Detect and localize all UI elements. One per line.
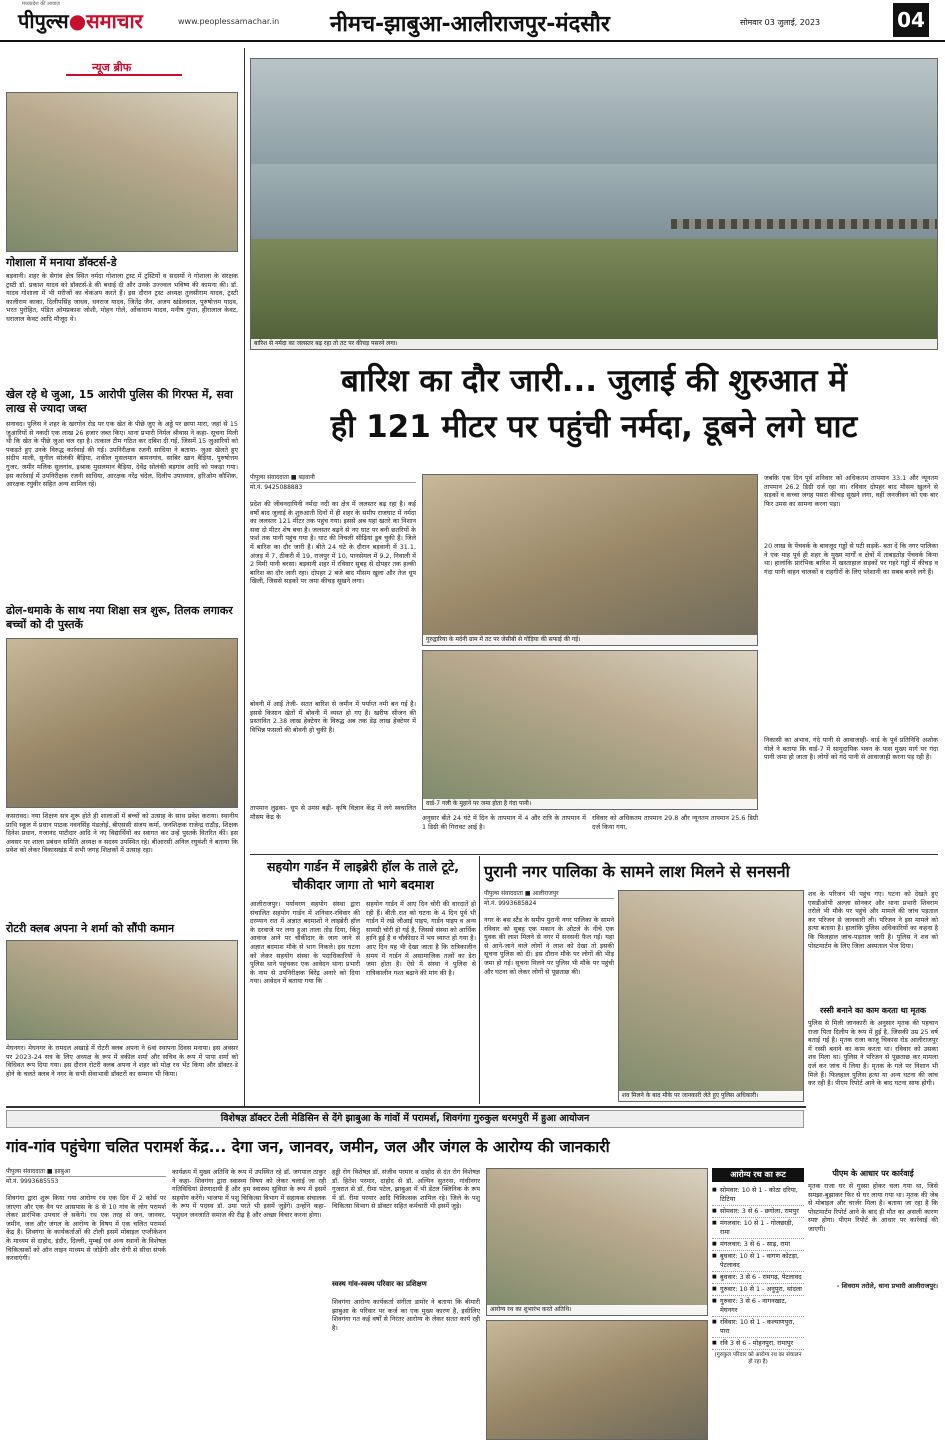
- body-byline-box: [484, 890, 614, 914]
- police-inspection-photo: [618, 890, 804, 1102]
- body-story-headline: पुरानी नगर पालिका के सामने लाश मिलने से सनसनी: [484, 862, 790, 881]
- health-byline: पीपुल्स संवाददाता ■ झाबुआ: [6, 1168, 166, 1177]
- lead-headline: [250, 358, 938, 468]
- body-col-2: [808, 890, 938, 1440]
- news-brief-label: न्यूज ब्रीफ: [92, 61, 132, 74]
- lead-byline: पीपुल्स संवाददाता ■ बड़वानी: [250, 474, 416, 483]
- body-photo-caption: शव मिलने के बाद मौके पर जानकारी लेते हुए पुलिस अधिकारी।: [619, 1091, 803, 1101]
- rath-route-item: ■ सोमवार: 3 से 6 - छगोला, रामपुर: [712, 1206, 804, 1218]
- health-photo-caption: आरोग्य रथ का शुभारंभ करते अतिथि।: [487, 1305, 707, 1315]
- body-col-1: नगर के बस स्टैंड के समीप पुरानी नगर पालिका के सामने रविवार को सुबह एक मकान के ओटले के नीचे एक युवक की लाश मिलने से नगर में सनसनी फैल गई। यहां से आने-जाने वाले लोगों ने लाश को देखा तो इसकी सूचना पुलिस को दी। इस दौरान मौके पर लोगों की भीड़ जमा हो गई। सूचना मिलने पर पुलिस भी मौके पर पहुंची और घटना को लेकर लोगों से पूछताछ की।: [484, 916, 614, 976]
- body-mobile: मो.नं. 9993685824: [484, 900, 537, 907]
- rath-route-item: ■ बुधवार: 3 से 6 - रामगढ़, पेटलावद: [712, 1272, 804, 1284]
- body-subhead-2: पीएम के आधार पर कार्रवाई: [832, 1169, 914, 1178]
- column-divider-left: [244, 48, 245, 1108]
- lead-col-1: प्रदेश की जीवनदायिनी नर्मदा नदी का क्षेत्र में जलस्तर बढ़ रहा है। कई वर्षों बाद जुलाई के शुरुआती दिनों में ही शहर के समीप राजघाट में नर्मदा का जलस्तर 121 मीटर तक पहुंच गया। इससे अब यहां खतरे का निशान सवा दो मीटर शेष बचा है। जलस्तर बढ़ने से नए घाट पर बनी छतरियों के फर्श तक पानी पहुंच गया है। घाट की निचली सीढ़ियां डूब चुकी हैं। जिले में बारिश का दौर जारी है। बीते 24 घंटे के दौरान बड़वानी में 31.1, अंजड़ में 7, ठीकरी में 19, राजपुर में 10, पानसेमल में 9.2, निवाली में 2 मिमी पानी बरसा। बड़वानी शहर में रविवार सुबह से दोपहर तक हल्की बारिश का दौर जारी रहा। दोपहर 2 बजे बाद मौसम खुला और तेज धूप खिली, जिससे सड़कों पर जमा कीचड़ सूखने लगा।: [250, 500, 416, 586]
- health-mobile: मो.नं. 9993685553: [6, 1178, 59, 1185]
- body-byline: पीपुल्स संवाददाता ■ आलीराजपुर: [484, 890, 614, 899]
- jcb-photo-caption: गुरुद्वारिया के मर्दनी ग्राम में तट पर जेसीबी से गोंड़िया की सफाई की गई।: [423, 635, 757, 645]
- logo-tagline: मध्यप्रदेश की आवाज़: [22, 1, 60, 7]
- body-subhead-1: रस्सी बनाने का काम करता था मृतक: [819, 1006, 927, 1015]
- rotary-club-photo: [6, 940, 238, 1040]
- rath-route-item: ■ गुरुवार: 10 से 1 - अनुपुरा, थांदला: [712, 1284, 804, 1296]
- library-col-1: आलीराजपुर। पर्यावरण सहयोग संस्था द्वारा संचालित सहयोग गार्डन में शनिवार-रविवार की दरम्यान रात में अज्ञात बदमाशों ने लाइब्रेरी हॉल के दरवाजे पर लगा हुआ ताला तोड़ दिया, किंतु आवाज आने पर चौकीदार के जाग जाने से अज्ञात बदमाश मौके से भाग निकले। इस घटना को लेकर सहयोग संस्था के पदाधिकारियों ने पुलिस थाने पहुंचकर एक आवेदन थाना प्रभारी के नाम से उपनिरीक्षक बिरेंद्र अनारे को दिया गया। आवेदन में बताया गया कि: [250, 900, 360, 986]
- health-col-1: शिवगंगा द्वारा शुरू किया गया आरोग्य रथ एक दिन में 2 कोर्स पर जाएगा और एक वैन पर आसपास के 8 से 10 गांव के लोग परामर्श लेकर प्रारंभिक उपचार ले सकेंगे। रथ एक तरह से जन, जानवर, जमीन, जल और जंगल के आरोग्य के विषय में एक चलित परामर्श केंद्र है। शिवगंगा के कार्यकर्ताओं की टोली इसमें मोबाइल एप्लीकेशन के माध्यम से दाहोद, इंदौर, दिल्ली, मुम्बई एवं अन्य स्थानों के विशेषज्ञ चिकित्सकों को ऑन लाइन माध्यम से जोड़ेंगी और रोगी से सीधा संपर्क करवाएंगी।: [6, 1194, 166, 1263]
- lead-headline-line-2: ही 121 मीटर पर पहुंची नर्मदा, डूबने लगे घाट: [330, 409, 858, 445]
- classroom-photo: [6, 638, 238, 808]
- issue-date: सोमवार 03 जुलाई, 2023: [740, 18, 821, 27]
- brief-4-body: मेघनगर। मेघनगर के रामदल अखाड़े में रोटरी क्लब अपना ने 6वां स्थापना दिवस मनाया। इस अवसर पर 2023-24 सत्र के लिए अध्यक्ष के रूप में वकील शर्मा और सचिव के रूप में पापा शर्मा को विधिवत रूप दिया गया। इस दौरान रोटरी क्लब अपना ने शहर को मोक्ष रथ भेंट किया और डॉक्टर-डे होने के चलते क्लब ने नगर के सभी सेवाभावी डॉक्टरों का सम्मान भी किया।: [6, 1044, 238, 1078]
- rath-route-item: ■ बुधवार: 10 से 1 - वागण कोटड़ा, पेटलावद: [712, 1251, 804, 1272]
- rath-route-item: ■ मंगलवार: 10 से 1 - गोलछाड़ी, रामा: [712, 1218, 804, 1239]
- lead-mobile: मो.नं. 9425088883: [250, 484, 303, 491]
- brief-2-body: सनावद। पुलिस ने शहर के खरगोन रोड पर एक खेत के पीछे जुए के अड्डे पर छापा मारा, जहां से 15 जुआरियों से नकदी एक लाख 26 हजार जब्त किए। थाना प्रभारी निर्मल श्रीवास ने कहा- सूचना मिली थी कि खेत के पीछे जुआ चल रहा है। तत्काल टीम गठित कर दबिश दी गई, जिसमें 15 जुआरियों को पकड़ते हुए उनके विरुद्ध कार्रवाई की गई। उपनिरीक्षक रजनी साधिया ने बताया- जुआ खेलते हुए संदीप माली, सुनील सोलंकी बैड़िया, शकील मुसलमान बामनगांव, साबिर खान बैड़िया, पुरुषोत्तम गुजर, जमीर मलिक सुलगांव, इश्राक मुसलमान बैड़िया, देवेंद्र सोलंकी बड़गांव आदि को पकड़ा गया। इस कार्रवाई में उपनिरीक्षक रजनी साधिया, आरक्षक नरेंद्र चंदेल, दिलीप उपाध्याय, हरिओम कौशिक, आरक्षक रघुवीर सहित अन्य शामिल रहे।: [6, 420, 238, 489]
- gaushala-photo: [6, 92, 238, 252]
- lead-col-2-tail: अनुसार बीते 24 घंटे में दिन के तापमान में 4 और रात्रि के तापमान में 1 डिग्री की गिरावट आई है।: [422, 814, 586, 831]
- lead-bottom-rule: [250, 854, 938, 855]
- brief-2-title: खेल रहे थे जुआ, 15 आरोपी पुलिस की गिरफ्त में, सवा लाख से ज्यादा जब्त: [6, 388, 233, 415]
- brief-4-title: रोटरी क्लब अपना ने शर्मा को सौंपी कमान: [6, 922, 175, 935]
- rath-route-item: ■ गुरुवार: 3 से 6 - नागनखाट, मेघनगर: [712, 1296, 804, 1317]
- rath-route-note: (गुरुकुल परिवार को आरोग्य रथ का संचालन हो रहा है): [714, 1352, 802, 1365]
- street-photo-caption: वार्ड-7 गली के मुहाने पर जमा होता है गंदा पानी।: [423, 799, 757, 809]
- body-col-2b-text: पुलिस से मिली जानकारी के अनुसार मृतक की पहचान राजा पिता दिलीप के रूप में हुई है, जिसकी उम्र 25 वर्ष बताई गई है। मृतक राजा काजू चिकास रोड आलीराजपुर में रस्सी बनाने का काम करता था। रविवार को उसका शव मिला था। पुलिस ने परिजन से पूछताछ कर मामला दर्ज कर जांच में लिया है। मृतक के गले पर निशान भी मिले हैं। फिलहाल पुलिस हत्या या अन्य घटना की जांच कर रही है। पीएम रिपोर्ट आने के बाद घटना साफ होगी।: [808, 1019, 938, 1088]
- column-divider-mid: [479, 856, 480, 1104]
- lead-col-4-bullets: [764, 542, 938, 852]
- health-col-3: हड्डी रोग विशेषज्ञ डॉ. संजीव परमार व दाहोद से दंत रोग विशेषज्ञ डॉ. हितेश परमार, दाहोद से डॉ. अल्पिन सुतरना, गांधीनगर गुजरात से डॉ. रीमा पटेल, झाबुआ में भी डेंटल क्लिनिक के रूप में डॉ. रीमा परमार आदि चिकित्सक शामिल रहे। जिले के पशु चिकित्सा विभाग से डॉक्टर सहित कर्मचारी भी इसमें जुड़े।: [332, 1168, 480, 1211]
- brief-3-body: कसरावद। नया शिक्षण सत्र शुरू होते ही शालाओं में बच्चों को उत्साह के साथ प्रवेश कराया। स्थानीय प्राथि स्कूल में प्रधान पाठक नवनसिंह मंडलोई, बीएससी संजय कर्मा, जनशिक्षक राजेन्द्र राठौड़, शिक्षक दिनेश प्रधान, गजानंद पाटीदार आदि ने नए विद्यार्थियों का स्वागत कर उन्हें पुस्तकें वितरित कीं। इस अवसर पर शाला प्रबंधन समिति अध्यक्ष व सदस्य उपस्थित रहे। बीआरसी अनिल रघुवंशी ने बताया कि प्रवेश को लेकर विकासखंड में सभी जगह शिक्षकों में उत्साह रहा।: [6, 812, 238, 855]
- bridge: [671, 219, 938, 229]
- rath-route-item: ■ रवि 3 से 6 - मोहनपुरा, रामापुर: [712, 1338, 804, 1350]
- waterlogged-street-photo: [422, 650, 758, 810]
- library-story-headline: सहयोग गार्डन में लाइब्रेरी हॉल के ताले टूटे, चौकीदार जागा तो भागे बदमाश: [267, 859, 459, 892]
- rath-route-item: ■ सोमवार: 10 से 1 - कोठा दरिया, टिटिया: [712, 1185, 804, 1206]
- page-number: 04: [893, 3, 929, 37]
- jcb-cleaning-photo: [422, 474, 758, 646]
- health-subhead: स्वस्थ गांव-स्वस्थ परिवार का प्रशिक्षण: [332, 1280, 427, 1288]
- lead-headline-line-1: बारिश का दौर जारी... जुलाई की शुरुआत में: [341, 363, 847, 399]
- brief-3-title: ढोल-धमाके के साथ नया शिक्षा सत्र शुरू, तिलक लगाकर बच्चों को दी पुस्तकें: [6, 604, 233, 631]
- logo-part-a: पीपुल्स: [18, 9, 69, 33]
- riverbank: [251, 239, 938, 350]
- rath-route-item: ■ रविवार: 10 से 1 - कल्याणपुरा, पारा: [712, 1317, 804, 1338]
- arogya-rath-launch-photo: [486, 1168, 708, 1316]
- logo-part-b: समाचार: [86, 9, 143, 33]
- rath-route-box: [712, 1168, 804, 1440]
- narmada-river-photo: [250, 58, 938, 350]
- rath-route-list: [712, 1185, 804, 1350]
- brief-1-title: गोशाला में मनाया डॉक्टर्स-डे: [6, 256, 117, 269]
- lead-col-1-bullets: [250, 700, 416, 852]
- rath-route-item: ■ मंगलवार: 3 से 6 - साढ़, रामा: [712, 1239, 804, 1251]
- masthead: [0, 0, 945, 42]
- publication-logo: [18, 7, 143, 34]
- brief-label-underline: [66, 74, 182, 76]
- rath-route-title: आरोग्य रथ का रूट: [712, 1168, 804, 1182]
- website-url: www.peoplessamachar.in: [178, 17, 280, 26]
- health-byline-box: [6, 1168, 166, 1192]
- health-col-3b: शिवगंगा आरोग्य कार्यकर्ता संगीता डामोर ने बताया कि बीमारी झाबुआ के परिवार पर कर्ज का एक मुख्य कारण है, इसीलिए शिवगंगा गत कई वर्षों से निरंतर आरोग्य के लेकर सतत कार्य रही है।: [332, 1298, 480, 1332]
- edition-title: नीमच-झाबुआ-आलीराजपुर-मंदसौर: [330, 12, 610, 37]
- lead-byline-box: [250, 474, 416, 498]
- health-headline: गांव-गांव पहुंचेगा चलित परामर्श केंद्र... देगा जन, जानवर, जमीन, जल और जंगल के आरोग्य की जानकारी: [6, 1138, 610, 1156]
- logo-dot: ●: [68, 9, 87, 33]
- body-col-2-text: शव के परिजन भी पहुंच गए। घटना को देखते हुए एसडीओपी अल्ज़ा सोनकर और थाना प्रभारी शिवराम तरोले भी मौके पर पहुंचे और मामले की जांच पड़ताल कर परिजन से जानकारी ली। परिजन ने इस मामले को हत्या बताया है। हालांकि पुलिस अधिकारियों का कहना है कि फिलहाल जांच-पड़ताल जारी है। पुलिस ने शव को पोस्टमार्टम के लिए जिला अस्पताल भेज दिया।: [808, 890, 938, 950]
- lead-bullet-2: तापमान लुढ़का- धूप से उमस बढ़ी- कृषि विज्ञान केंद्र में लगे स्वचालित मौसम केंद्र के: [250, 804, 416, 821]
- body-col-2c-text: मृतक राजा घर से गुस्सा होकर चला गया था, जिसे समझा-बुझाकर फिर से घर लाया गया था। मृतक की जेब से मोबाइल और चार्जर मिला है। बताया जा रहा है कि पोस्टमार्टम रिपोर्ट आने के बाद ही मौत का असली कारण स्पष्ट होगा। पीएम रिपोर्ट के आधार पर कार्रवाई की जाएगी।: [808, 1182, 938, 1233]
- library-col-2: सहयोग गार्डन में आए दिन चोरी की वारदातें हो रही हैं। बीती रात को घटना के 4 दिन पूर्व भी गार्डन में रखे जौआई पाइप, गार्डन पाइप व अन्य सामग्री चोरी हो गई है, जिससे संस्था को आर्थिक हानि हुई है व चौकीदार में भय व्याप्त हो गया है। आए दिन यह भी देखा जाता है कि रात्रिकालीन समय में गार्डन में असामाजिक तत्वों का डेरा जमा होता है। ऐसे में संस्था ने पुलिस से रात्रिकालीन गश्त बढ़ाने की मांग की है।: [366, 900, 476, 977]
- lead-col4-bullet-2: निकासी का अभाव, गंदे पानी से आवाजाही- वार्ड के पूर्व प्रतिनिधि अशोक गोले ने बताया कि वार्ड-7 में सामुदायिक भवन के पास मुख्य मार्ग पर गंदा पानी जमा हो जाता है। लोगों को गंदे पानी से आवाजाही करना पड़ रही है।: [764, 736, 938, 762]
- lead-bullet-1: बोवनी में आई तेजी- सतत बारिश से जमीन में पर्याप्त नमी बन गई है। इससे किसान खेतों में बोवनी में व्यस्त हो गए हैं। खरीफ सीजन की प्रस्तावित 2.38 लाख हेक्टेयर के विरुद्ध अब तक डेढ़ लाख हेक्टेयर में विभिन्न फसलों की बोवनी हो चुकी है।: [250, 700, 416, 734]
- brief-1-body: बड़वानी। शहर के सेगांव क्षेत्र स्थित नर्मदा गोशाला ट्रस्ट में ट्रस्टियों व सदस्यों ने गोशाला के संरक्षक ट्रस्टी डॉ. प्रकाश यादव को डॉक्टर्स-डे की बधाई दी और उनके उज्ज्वल भविष्य की कामना की। डॉ. यादव गोशाला में भी मरीजों का चेकअप करते हैं। इस दौरान ट्रस्ट अध्यक्ष तुलसीराम यादव, ट्रस्टी कालीराम काका, दिलीपसिंह जाधव, धनराज यादव, जितेंद्र जैन, अजय खंडेलवाल, पुरुषोत्तम यादव, भरत पुरोहित, पंडित ओमप्रकाश जोशी, मोहन गोले, ओंकाराम यादव, मनीष गुप्ता, हीरालाल केवट, धरालाल केवट आदि मौजूद थे।: [6, 272, 238, 323]
- lead-col4-bullet-1: 20 लाख के पेंचवर्क के बावजूद गड्ढों से पटी सड़कें- बता दें कि नगर पालिका ने एक माह पूर्व ही शहर के मुख्य मार्गों व क्षेत्रों में ताबड़तोड़ पेंचवर्क किया था। हालांकि प्रारंभिक बारिश में खस्ताहाल सड़कों पर गहरे गड्ढों में कीचड़ व गंदा पानी वाहन चालकों व राहगीरों के लिए परेशानी का सबब बनने लगे हैं।: [764, 542, 938, 576]
- health-meeting-photo: [486, 1320, 708, 1440]
- health-top-rule: [6, 1106, 806, 1108]
- lead-col-4: जबकि एक दिन पूर्व शनिवार को अधिकतम तापमान 33.1 और न्यूनतम तापमान 26.2 डिग्री दर्ज रहा था। रविवार दोपहर बाद मौसम खुलने से सड़कों व कच्चा जगह पसरा कीचड़ सूखने लगा, वहीं जनजीवन को एक बार फिर उमस का सामना करना पड़ा।: [764, 474, 938, 508]
- body-signoff: - शिवराम तरोले, थाना प्रभारी आलीराजपुर।: [836, 1282, 938, 1290]
- lead-col-3-tail: रविवार को अधिकतम तापमान 29.8 और न्यूनतम तापमान 25.6 डिग्री दर्ज किया गया,: [592, 814, 758, 831]
- news-brief-column: [6, 48, 242, 1108]
- health-kicker: विशेषज्ञ डॉक्टर टेली मेडिसिन से देंगे झाबुआ के गांवों में परामर्श, शिवगंगा गुरुकुल धरमपुरी में हुआ आयोजन: [6, 1110, 804, 1128]
- health-col-2: कार्यक्रम में मुख्य अतिथि के रूप में उपस्थित रहे डॉ. जगपाल ठाकुर ने कहा- शिवगंगा द्वारा स्वास्थ्य विषय को लेकर चलाई जा रही गतिविधियां प्रेरणादायी हैं और हम स्वास्थ्य सुविधा के रूप में इसमें सहयोग करेंगे। भाजपा में पशु चिकित्सा विभाग में सहायक संचालक के रूप में पदस्थ डॉ. उमा परते भी इसमें जुड़ेंगे। उन्होंने कहा- पशुधन जनजाति समाज की रीढ़ है और अच्छा विचार करना होगा।: [172, 1168, 326, 1219]
- lead-photo-caption: बारिश से नर्मदा का जलस्तर बढ़ रहा तो तट पर कीचड़ पसरने लगा।: [251, 339, 937, 349]
